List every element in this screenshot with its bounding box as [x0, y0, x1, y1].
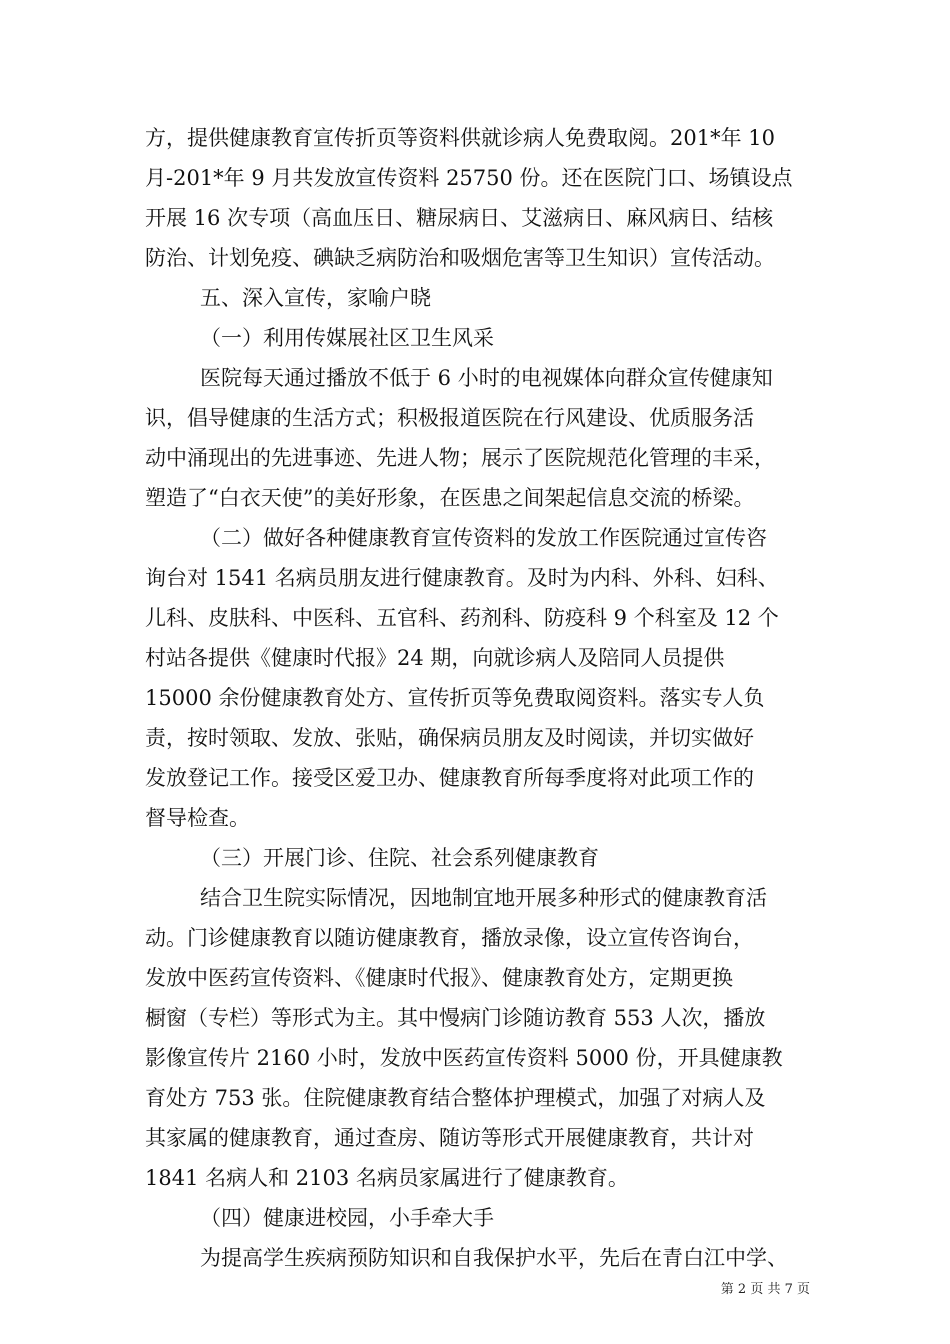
text-line: 方，提供健康教育宣传折页等资料供就诊病人免费取阅。201*年 10: [145, 126, 775, 150]
text-line: 村站各提供《健康时代报》24 期，向就诊病人及陪同人员提供: [145, 646, 725, 670]
text-line: 塑造了“白衣天使”的美好形象，在医患之间架起信息交流的桥梁。: [145, 486, 755, 510]
text-line: 月-201*年 9 月共发放宣传资料 25750 份。还在医院门口、场镇设点: [145, 166, 793, 190]
text-line: 发放中医药宣传资料、《健康时代报》、健康教育处方，定期更换: [145, 966, 733, 990]
text-line: 结合卫生院实际情况，因地制宜地开展多种形式的健康教育活: [200, 886, 767, 910]
text-line: 1841 名病人和 2103 名病员家属进行了健康教育。: [145, 1166, 629, 1190]
subsection-heading: （二）做好各种健康教育宣传资料的发放工作医院通过宣传咨: [200, 526, 767, 550]
text-line: 询台对 1541 名病员朋友进行健康教育。及时为内科、外科、妇科、: [145, 566, 779, 590]
text-line: 责，按时领取、发放、张贴，确保病员朋友及时阅读，并切实做好: [145, 726, 754, 750]
text-line: 动中涌现出的先进事迹、先进人物；展示了医院规范化管理的丰采，: [145, 446, 775, 470]
text-line: 医院每天通过播放不低于 6 小时的电视媒体向群众宣传健康知: [200, 366, 773, 390]
subsection-heading: （四）健康进校园，小手牵大手: [200, 1206, 494, 1230]
text-line: 督导检查。: [145, 806, 250, 830]
text-line: 15000 余份健康教育处方、宣传折页等免费取阅资料。落实专人负: [145, 686, 765, 710]
text-line: 育处方 753 张。住院健康教育结合整体护理模式，加强了对病人及: [145, 1086, 766, 1110]
section-heading: 五、深入宣传，家喻户晓: [200, 286, 431, 310]
subsection-heading: （三）开展门诊、住院、社会系列健康教育: [200, 846, 599, 870]
text-line: 影像宣传片 2160 小时，发放中医药宣传资料 5000 份，开具健康教: [145, 1046, 783, 1070]
subsection-heading: （一）利用传媒展社区卫生风采: [200, 326, 494, 350]
text-line: 动。门诊健康教育以随访健康教育，播放录像，设立宣传咨询台，: [145, 926, 754, 950]
text-line: 开展 16 次专项（高血压日、糖尿病日、艾滋病日、麻风病日、结核: [145, 206, 774, 230]
text-line: 为提高学生疾病预防知识和自我保护水平，先后在青白江中学、: [200, 1246, 788, 1270]
text-line: 儿科、皮肤科、中医科、五官科、药剂科、防疫科 9 个科室及 12 个: [145, 606, 779, 630]
text-line: 防治、计划免疫、碘缺乏病防治和吸烟危害等卫生知识）宣传活动。: [145, 246, 775, 270]
text-line: 橱窗（专栏）等形式为主。其中慢病门诊随访教育 553 人次，播放: [145, 1006, 766, 1030]
text-line: 其家属的健康教育，通过查房、随访等形式开展健康教育，共计对: [145, 1126, 754, 1150]
page-number: 第 2 页 共 7 页: [720, 1282, 810, 1297]
text-line: 识，倡导健康的生活方式；积极报道医院在行风建设、优质服务活: [145, 406, 754, 430]
text-line: 发放登记工作。接受区爱卫办、健康教育所每季度将对此项工作的: [145, 766, 754, 790]
